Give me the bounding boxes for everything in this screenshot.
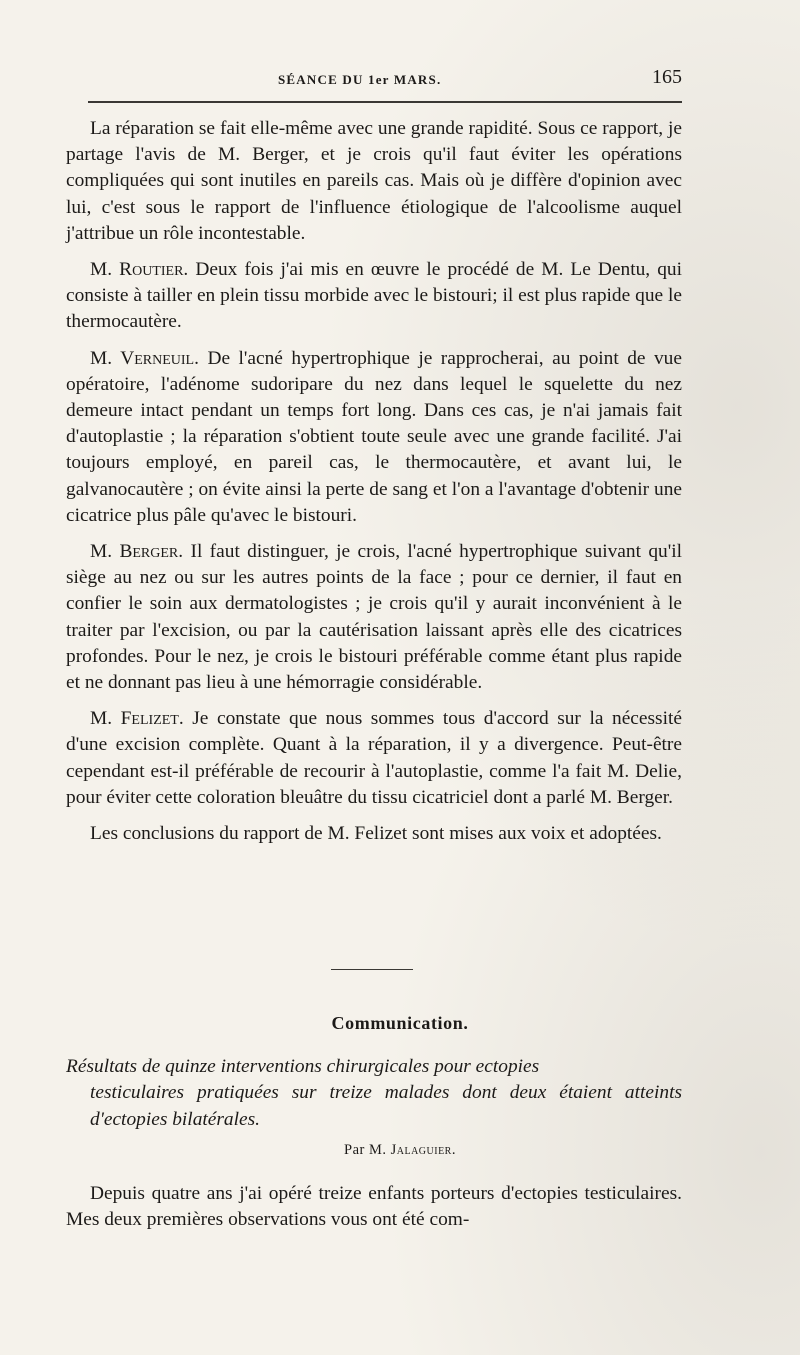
header-rule — [88, 101, 682, 103]
section-divider — [331, 969, 413, 970]
paragraph-text: De l'acné hypertrophique je rapprocherai, au point de vue opératoire, l'adénome sudoripare du nez dans lequel le squelette du nez demeure intact pendant un temps fort long. Dans ces cas, je n'ai jamais fait d'autoplastie ; la réparation s'obtient toute seule avec une grande facilité. J'ai toujours employé, en pareil cas, le thermocautère, et avant lui, le galvanocautère ; on évite ainsi la perte de sang et l'on a l'avantage d'obtenir une cicatrice plus pâle qu'avec le bistouri. — [66, 347, 682, 526]
paragraph-text: Deux fois j'ai mis en œuvre le procédé de M. Le Dentu, qui consiste à tailler en plein tissu morbide avec le bistouri; il est plus rapide que le thermocautère. — [66, 259, 682, 333]
speaker-name: M. Felizet. — [90, 708, 184, 730]
article-body — [66, 1181, 682, 1233]
article-title-continuation: testiculaires pratiquées sur treize malades dont deux étaient atteints d'ectopies bilatérales. — [90, 1082, 682, 1130]
paragraph-routier — [66, 257, 682, 336]
article-title-line: Résultats de quinze interventions chirurgicales pour ectopies — [66, 1056, 540, 1077]
page-number: 165 — [652, 66, 682, 88]
paragraph-felizet — [66, 706, 682, 811]
page-header — [88, 66, 682, 94]
speaker-name: M. Verneuil. — [90, 347, 199, 369]
paragraph-berger — [66, 539, 682, 696]
speaker-name: M. Routier. — [90, 259, 189, 281]
speaker-name: M. Berger. — [90, 541, 184, 563]
paragraph-conclusions — [66, 821, 682, 847]
discussion-text — [66, 116, 682, 847]
paragraph-text: La réparation se fait elle-même avec une grande rapidité. Sous ce rapport, je partage l'avis de M. Berger, et je crois qu'il faut éviter les opérations compliquées qui sont inutiles en pareils cas. Mais où je diffère d'opinion avec lui, c'est sous le rapport de l'influence étiologique de l'alcoolisme auquel j'attribue un rôle incontestable. — [66, 118, 682, 244]
byline — [0, 1142, 800, 1159]
closing-paragraph: Depuis quatre ans j'ai opéré treize enfants porteurs d'ectopies testiculaires. Mes deux premières observations vous ont été com- — [66, 1183, 682, 1231]
article-title — [66, 1054, 682, 1133]
paragraph-text: Je constate que nous sommes tous d'accord sur la nécessité d'une excision complète. Quant à la réparation, il y a divergence. Peut-être cependant est-il préférable de recourir à l'autoplastie, comme l'a fait M. Delie, pour éviter cette coloration bleuâtre du tissu cicatriciel dont a parlé M. Berger. — [66, 708, 682, 808]
section-heading: Communication. — [331, 1013, 469, 1033]
running-title: SÉANCE DU 1er MARS. — [278, 72, 442, 87]
byline-prefix: Par M. — [344, 1142, 387, 1158]
paragraph-1 — [66, 116, 682, 247]
paragraph-text: Il faut distinguer, je crois, l'acné hypertrophique suivant qu'il siège au nez ou sur les autres points de la face ; pour ce dernier, il faut en confier le soin aux dermatologistes ; je crois qu'il y aurait inconvénient à le traiter par l'excision, ou par la cautérisation laissant après elle des cicatrices profondes. Pour le nez, je crois le bistouri préférable comme étant plus rapide et ne donnant pas lieu à une hémorragie considérable. — [66, 541, 682, 694]
paragraph-verneuil — [66, 346, 682, 529]
byline-author: Jalaguier. — [390, 1142, 456, 1158]
paragraph-text: Les conclusions du rapport de M. Felizet sont mises aux voix et adoptées. — [90, 823, 662, 845]
